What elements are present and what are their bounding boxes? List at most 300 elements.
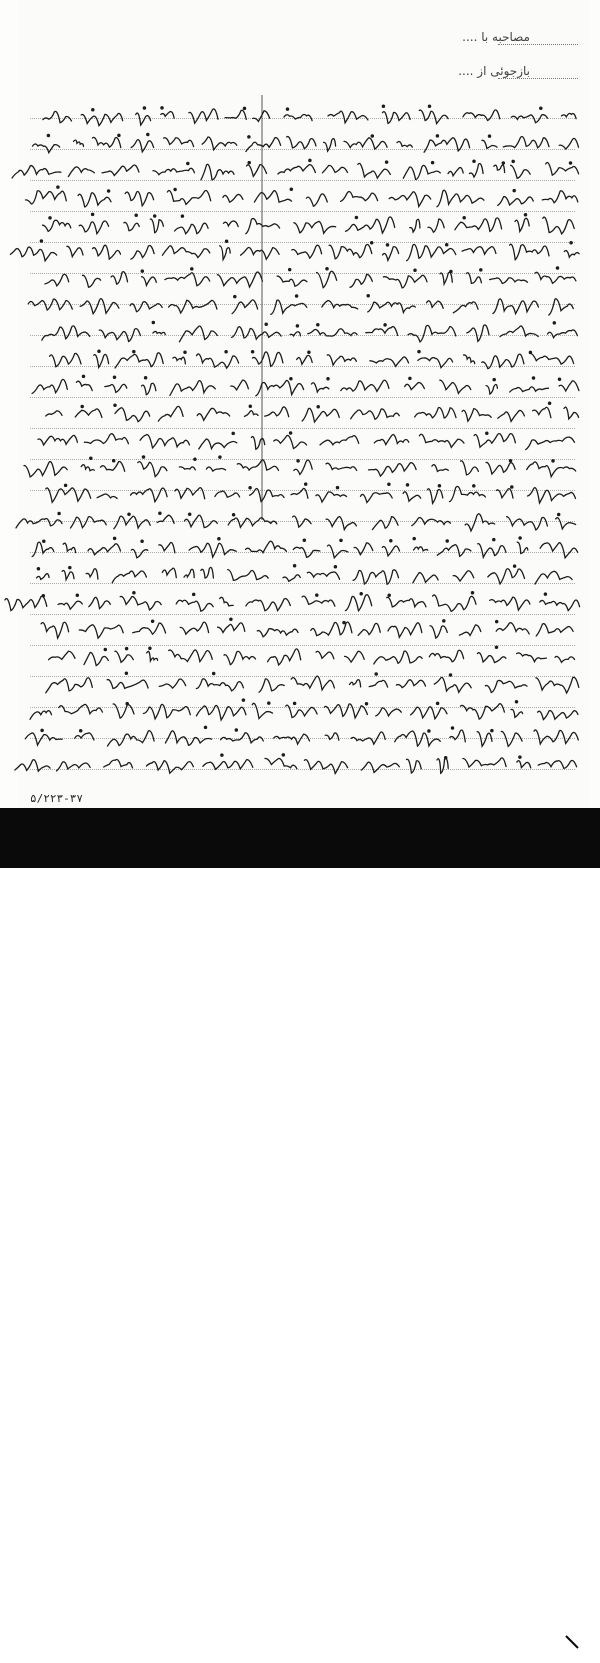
handwritten-dot	[309, 159, 311, 161]
handwritten-word	[28, 299, 72, 310]
handwritten-dot	[296, 295, 298, 297]
handwritten-dot	[473, 160, 475, 162]
org-name: مؤسسه مطالعات و پژوهشهای سیاسی	[232, 1626, 540, 1645]
handwritten-dot	[386, 161, 388, 163]
handwritten-dot	[509, 460, 511, 462]
handwritten-word	[559, 138, 578, 149]
handwritten-dot	[290, 432, 292, 434]
handwritten-word	[232, 300, 258, 314]
handwritten-word	[162, 246, 209, 258]
handwritten-word	[199, 439, 237, 449]
handwritten-word	[482, 354, 524, 368]
handwritten-word	[293, 547, 320, 557]
handwritten-word	[58, 601, 82, 609]
handwritten-word	[161, 112, 174, 119]
handwritten-word	[419, 434, 464, 447]
handwritten-word	[179, 326, 217, 342]
handwritten-word	[246, 541, 287, 553]
handwritten-word	[153, 331, 165, 334]
handwritten-word	[146, 761, 193, 773]
handwritten-word	[434, 677, 471, 692]
handwritten-word	[57, 762, 91, 771]
handwritten-word	[112, 571, 146, 583]
handwritten-word	[115, 408, 150, 422]
handwritten-word	[320, 436, 359, 445]
handwritten-word	[62, 570, 74, 579]
handwritten-word	[368, 302, 416, 312]
handwritten-word	[50, 353, 81, 366]
handwritten-dot	[418, 351, 420, 353]
handwritten-word	[510, 387, 549, 392]
handwritten-dot	[413, 538, 415, 540]
handwritten-dot	[529, 351, 531, 353]
handwritten-word	[286, 705, 317, 717]
handwritten-word	[115, 353, 163, 368]
handwritten-word	[351, 409, 400, 419]
handwritten-dot	[449, 674, 451, 676]
handwritten-word	[429, 650, 463, 662]
handwritten-dot	[226, 240, 228, 242]
handwritten-word	[32, 542, 54, 556]
handwritten-word	[94, 354, 109, 367]
page-number: ۵/۲۲۳-۳۷	[30, 792, 83, 805]
handwritten-word	[26, 191, 67, 204]
handwritten-word	[440, 380, 471, 393]
handwritten-word	[346, 217, 395, 233]
handwritten-dot	[57, 186, 59, 188]
handwritten-dot	[145, 377, 147, 379]
handwritten-word	[370, 357, 409, 366]
handwritten-dot	[297, 460, 299, 462]
handwritten-word	[308, 329, 357, 336]
handwritten-word	[131, 549, 148, 557]
handwritten-dot	[558, 378, 560, 380]
handwritten-dot	[141, 270, 143, 272]
handwritten-word	[167, 190, 210, 204]
handwritten-word	[218, 623, 245, 633]
handwritten-dot	[234, 296, 236, 298]
handwritten-word	[325, 733, 339, 740]
handwritten-dot	[221, 754, 223, 756]
handwritten-word	[464, 355, 475, 364]
handwritten-word	[259, 679, 284, 692]
handwritten-dot	[446, 540, 448, 542]
handwritten-word	[546, 163, 579, 176]
handwritten-word	[538, 760, 576, 768]
handwritten-dot	[76, 594, 78, 596]
handwritten-dot	[104, 648, 106, 650]
handwritten-word	[147, 651, 158, 661]
handwritten-word	[254, 191, 291, 203]
handwritten-dot	[463, 217, 465, 219]
handwritten-dot	[233, 514, 235, 516]
handwritten-word	[405, 383, 425, 390]
handwritten-dot	[294, 565, 296, 567]
handwritten-word	[162, 568, 176, 578]
org-url[interactable]: www.psri.ir	[479, 1650, 540, 1663]
handwritten-dot	[40, 240, 42, 242]
handwritten-word	[159, 679, 185, 688]
handwritten-word	[250, 488, 285, 501]
handwritten-dot	[317, 324, 319, 326]
handwritten-word	[253, 352, 283, 366]
handwritten-word	[322, 301, 358, 309]
handwritten-word	[10, 247, 56, 261]
handwritten-word	[383, 275, 427, 288]
handwritten-word	[459, 625, 480, 636]
handwritten-word	[517, 542, 528, 553]
handwritten-word	[440, 272, 452, 284]
handwritten-word	[408, 325, 456, 342]
handwritten-dot	[69, 567, 71, 569]
handwritten-dot	[316, 594, 318, 596]
handwritten-word	[387, 597, 426, 607]
handwritten-dot	[225, 351, 227, 353]
handwritten-word	[131, 246, 154, 260]
handwritten-dot	[371, 242, 373, 244]
handwritten-dot	[340, 539, 342, 541]
handwriting-strokes	[5, 105, 580, 773]
handwritten-word	[271, 300, 307, 314]
handwritten-dot	[113, 460, 115, 462]
handwritten-word	[556, 518, 576, 529]
handwritten-dot	[514, 565, 516, 567]
handwritten-word	[341, 192, 378, 202]
handwritten-word	[354, 543, 373, 555]
handwritten-word	[33, 144, 60, 153]
handwritten-dot	[82, 375, 84, 377]
handwritten-dot	[512, 160, 514, 162]
handwritten-dot	[414, 269, 416, 271]
handwritten-word	[328, 111, 368, 123]
handwritten-word	[304, 760, 347, 774]
handwritten-dot	[114, 537, 116, 539]
handwritten-word	[450, 486, 486, 501]
handwritten-word	[175, 488, 205, 499]
handwritten-word	[395, 731, 441, 746]
handwritten-dot	[142, 456, 144, 458]
handwritten-word	[291, 488, 308, 498]
handwritten-dot	[495, 646, 497, 648]
handwritten-word	[490, 278, 528, 284]
handwritten-dot	[218, 538, 220, 540]
handwritten-dot	[493, 379, 495, 381]
handwritten-dot	[181, 215, 183, 217]
handwritten-dot	[154, 215, 156, 217]
handwritten-dot	[513, 190, 515, 192]
handwritten-word	[307, 572, 339, 579]
handwritten-dot	[135, 214, 137, 216]
handwritten-word	[12, 166, 61, 178]
handwritten-dot	[37, 568, 39, 570]
handwritten-word	[16, 519, 62, 528]
handwritten-word	[246, 138, 281, 152]
handwritten-word	[228, 518, 277, 528]
handwritten-dot	[386, 244, 388, 246]
handwritten-word	[369, 463, 417, 476]
handwritten-word	[510, 244, 549, 260]
handwritten-word	[511, 115, 547, 123]
handwritten-dot	[473, 485, 475, 487]
handwritten-dot	[290, 378, 292, 380]
handwritten-word	[25, 733, 62, 745]
handwritten-word	[407, 244, 456, 260]
handwritten-word	[374, 651, 422, 664]
handwritten-word	[84, 652, 108, 665]
handwritten-dot	[558, 513, 560, 515]
handwritten-word	[131, 140, 154, 152]
handwritten-dot	[219, 456, 221, 458]
handwritten-word	[158, 406, 183, 421]
handwritten-word	[140, 435, 189, 448]
handwritten-word	[24, 462, 67, 477]
handwritten-dot	[390, 540, 392, 542]
handwritten-word	[114, 516, 150, 529]
handwritten-word	[562, 113, 577, 118]
handwritten-word	[170, 381, 215, 396]
handwritten-word	[203, 760, 253, 770]
handwritten-dot	[549, 402, 551, 404]
handwritten-word	[42, 326, 90, 340]
handwritten-word	[322, 165, 347, 172]
handwritten-text	[0, 0, 600, 808]
handwritten-word	[316, 492, 347, 502]
handwritten-word	[78, 193, 111, 207]
handwritten-word	[361, 762, 399, 772]
handwritten-word	[80, 299, 119, 314]
handwritten-word	[265, 758, 297, 768]
handwritten-word	[291, 676, 334, 690]
handwritten-word	[197, 408, 230, 420]
handwritten-word	[30, 711, 52, 720]
handwritten-word	[290, 332, 300, 336]
handwritten-word	[543, 217, 574, 234]
handwritten-word	[179, 467, 195, 470]
handwritten-word	[517, 653, 547, 662]
handwritten-word	[277, 276, 307, 286]
handwritten-dot	[213, 672, 215, 674]
handwritten-word	[341, 380, 389, 391]
handwritten-word	[268, 649, 301, 665]
handwritten-word	[265, 407, 289, 417]
handwritten-dot	[486, 432, 488, 434]
handwritten-word	[383, 247, 399, 261]
handwritten-dot	[428, 105, 430, 107]
handwritten-word	[488, 569, 525, 584]
handwritten-dot	[355, 216, 357, 218]
handwritten-word	[324, 704, 367, 718]
header-interview-label: مصاحبه با ....	[462, 30, 530, 44]
handwritten-word	[424, 138, 470, 152]
handwritten-word	[498, 197, 534, 206]
handwritten-dot	[502, 162, 504, 164]
handwritten-dot	[174, 188, 176, 190]
handwritten-dot	[552, 460, 554, 462]
handwritten-word	[494, 165, 505, 173]
handwritten-word	[131, 488, 168, 502]
handwritten-word	[306, 194, 327, 206]
handwritten-word	[549, 299, 574, 315]
handwritten-dot	[432, 162, 434, 164]
handwritten-dot	[303, 539, 305, 541]
handwritten-dot	[143, 107, 145, 109]
handwritten-dot	[265, 323, 267, 325]
handwritten-word	[189, 543, 236, 557]
handwritten-word	[184, 569, 194, 577]
handwritten-word	[99, 329, 140, 342]
handwritten-word	[496, 489, 513, 498]
handwritten-word	[46, 488, 91, 502]
handwritten-word	[427, 489, 442, 504]
handwritten-word	[102, 165, 139, 176]
handwritten-dot	[436, 135, 438, 137]
handwritten-word	[419, 110, 448, 124]
handwritten-word	[411, 707, 447, 719]
handwritten-word	[136, 113, 151, 125]
handwritten-word	[463, 758, 506, 767]
handwritten-word	[350, 680, 361, 687]
handwritten-dot	[296, 325, 298, 327]
handwritten-word	[180, 622, 208, 634]
handwritten-word	[257, 629, 298, 637]
handwritten-word	[120, 596, 161, 609]
handwritten-word	[173, 357, 186, 364]
handwritten-dot	[194, 458, 196, 460]
handwritten-word	[215, 491, 240, 497]
handwritten-word	[38, 435, 77, 445]
handwritten-word	[564, 251, 579, 258]
handwritten-word	[511, 709, 523, 717]
handwritten-dot	[252, 351, 254, 353]
handwritten-word	[383, 112, 411, 124]
handwritten-word	[75, 409, 102, 418]
handwritten-dot	[98, 350, 100, 352]
handwritten-word	[412, 518, 451, 526]
handwritten-word	[455, 218, 502, 232]
handwritten-word	[68, 167, 94, 177]
handwritten-word	[75, 733, 94, 740]
handwritten-dot	[161, 107, 163, 109]
handwritten-dot	[187, 162, 189, 164]
handwritten-word	[374, 435, 409, 445]
handwritten-dot	[189, 513, 191, 515]
handwritten-word	[142, 277, 157, 286]
handwritten-word	[328, 545, 348, 558]
handwritten-word	[564, 407, 579, 419]
handwritten-word	[326, 463, 357, 470]
handwritten-word	[143, 704, 190, 719]
handwritten-dot	[243, 107, 245, 109]
handwritten-dot	[382, 105, 384, 107]
handwritten-word	[358, 163, 390, 178]
handwritten-dot	[81, 405, 83, 407]
handwritten-word	[124, 222, 139, 230]
handwritten-dot	[230, 618, 232, 620]
handwritten-dot	[445, 757, 447, 759]
handwritten-dot	[191, 268, 193, 270]
handwritten-dot	[126, 648, 128, 650]
handwritten-word	[460, 704, 504, 719]
handwritten-dot	[114, 404, 116, 406]
handwritten-dot	[49, 217, 51, 219]
handwritten-word	[453, 302, 478, 313]
handwritten-word	[43, 220, 71, 231]
handwritten-word	[157, 515, 174, 523]
handwritten-dot	[491, 730, 493, 732]
handwritten-dot	[92, 109, 94, 111]
handwritten-word	[220, 597, 234, 606]
handwritten-dot	[232, 432, 234, 434]
handwritten-word	[32, 379, 67, 393]
handwritten-word	[169, 300, 217, 313]
handwritten-dot	[553, 322, 555, 324]
handwritten-word	[142, 383, 156, 394]
handwritten-word	[165, 273, 210, 286]
handwritten-word	[176, 600, 213, 611]
handwritten-word	[403, 165, 440, 179]
handwritten-word	[478, 544, 506, 558]
handwritten-word	[93, 245, 121, 259]
handwritten-dot	[90, 457, 92, 459]
handwritten-word	[175, 223, 209, 234]
handwritten-word	[107, 680, 148, 689]
handwritten-dot	[152, 620, 154, 622]
handwritten-word	[397, 141, 412, 147]
handwritten-word	[433, 595, 476, 611]
handwritten-word	[45, 274, 69, 286]
handwritten-word	[246, 599, 290, 611]
handwritten-word	[448, 167, 463, 175]
handwritten-word	[293, 516, 312, 527]
handwritten-word	[169, 650, 213, 662]
handwritten-word	[83, 275, 101, 287]
handwritten-word	[450, 730, 466, 742]
handwritten-word	[466, 273, 481, 284]
handwritten-dot	[496, 621, 498, 623]
handwritten-word	[428, 219, 444, 232]
handwritten-dot	[336, 487, 338, 489]
handwritten-word	[81, 113, 123, 125]
handwritten-dot	[450, 270, 452, 272]
handwritten-word	[507, 517, 548, 530]
handwritten-word	[526, 437, 575, 450]
handwritten-word	[76, 381, 92, 390]
handwritten-word	[252, 703, 272, 718]
handwritten-dot	[249, 405, 251, 407]
handwritten-word	[74, 140, 84, 146]
handwritten-dot	[375, 673, 377, 675]
handwritten-word	[327, 355, 356, 365]
handwritten-dot	[388, 594, 390, 596]
handwritten-dot	[248, 136, 250, 138]
handwritten-word	[533, 407, 551, 417]
handwritten-word	[46, 411, 62, 416]
handwritten-word	[350, 274, 372, 287]
handwritten-word	[559, 381, 579, 391]
handwritten-dot	[204, 726, 206, 728]
handwritten-dot	[569, 162, 571, 164]
handwritten-dot	[294, 702, 296, 704]
handwritten-dot	[58, 512, 60, 514]
handwritten-word	[418, 358, 453, 368]
handwritten-dot	[308, 351, 310, 353]
handwritten-dot	[152, 321, 154, 323]
handwritten-word	[430, 626, 447, 638]
handwritten-word	[555, 656, 575, 662]
handwritten-word	[358, 623, 380, 635]
handwritten-word	[415, 407, 456, 418]
handwritten-dot	[540, 107, 542, 109]
